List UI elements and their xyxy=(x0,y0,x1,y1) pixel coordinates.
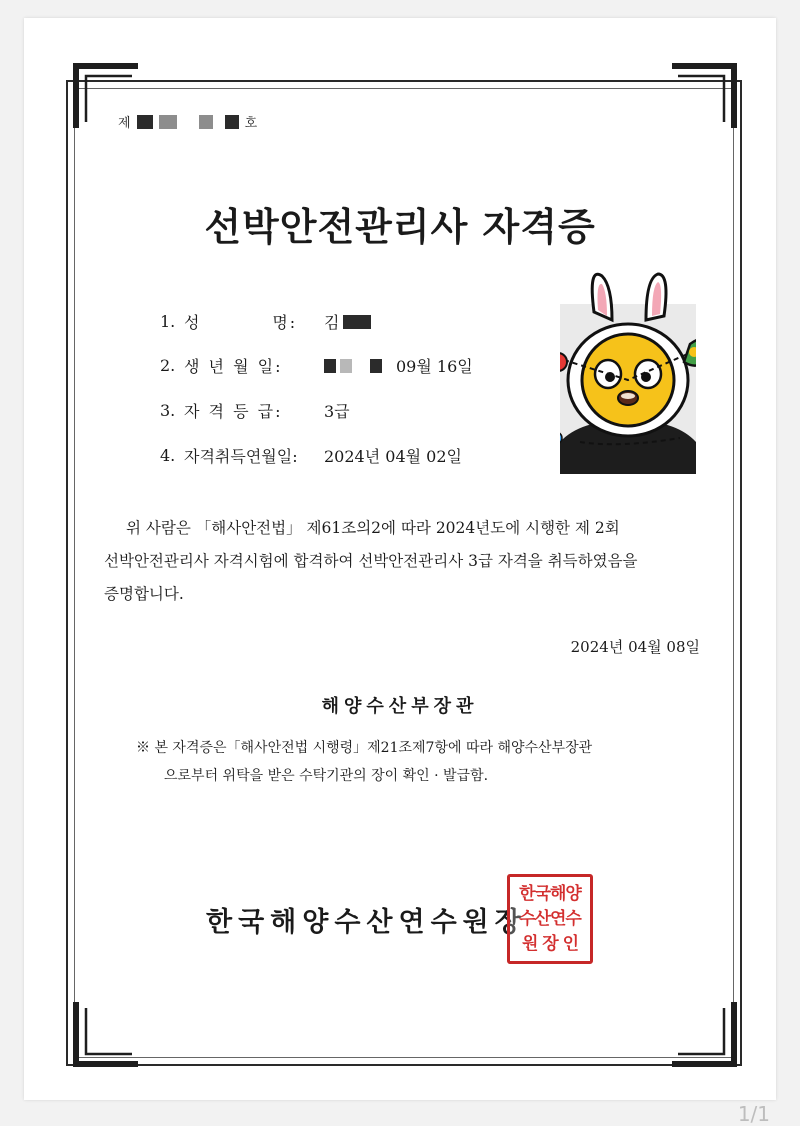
redaction-block xyxy=(137,115,153,129)
note-line: 으로부터 위탁을 받은 수탁기관의 장이 확인 · 발급함. xyxy=(164,768,489,784)
note-line: ※ 본 자격증은「해사안전법 시행령」제21조제7항에 따라 해양수산부장관 xyxy=(136,740,593,756)
official-seal xyxy=(507,874,593,964)
statement-line: 위 사람은 「해사안전법」 제61조의2에 따라 2024년도에 시행한 제 2회 xyxy=(126,519,620,537)
delegation-note xyxy=(136,734,716,790)
redaction-block xyxy=(199,115,213,129)
corner-ornament-bottom-left xyxy=(72,998,142,1068)
redaction-block xyxy=(370,359,382,373)
field-label: 자 격 등 급: xyxy=(184,402,283,421)
page-indicator: 1/1 xyxy=(737,1102,770,1126)
serial-prefix: 제 xyxy=(118,116,131,131)
seal-line: 한국해양 xyxy=(519,883,581,904)
field-value xyxy=(324,310,371,333)
redaction-block xyxy=(340,359,352,373)
field-birthdate xyxy=(160,354,473,377)
field-grade xyxy=(160,399,350,422)
statement-line: 증명합니다. xyxy=(104,585,184,603)
redaction-block xyxy=(225,115,239,129)
field-label: 성 명: xyxy=(184,313,298,332)
serial-number xyxy=(118,112,257,131)
issue-date: 2024년 04월 08일 xyxy=(570,638,700,656)
field-number: 2. xyxy=(160,356,176,375)
id-photo-with-sticker xyxy=(560,270,696,474)
field-number: 1. xyxy=(160,312,176,331)
field-value-text: 김 xyxy=(324,313,340,332)
issuer-name: 한국해양수산연수원장 xyxy=(206,907,527,938)
redaction-block xyxy=(343,315,371,329)
statement-line: 선박안전관리사 자격시험에 합격하여 선박안전관리사 3급 자격을 취득하였음을 xyxy=(104,552,638,570)
minister-title: 해양수산부장관 xyxy=(321,696,479,717)
field-acquisition-date xyxy=(160,444,462,467)
field-value: 3급 xyxy=(324,402,350,421)
seal-line: 원 장 인 xyxy=(521,933,579,954)
field-value: 2024년 04월 02일 xyxy=(324,447,462,466)
field-name xyxy=(160,310,371,333)
field-label: 생 년 월 일: xyxy=(184,357,283,376)
field-label: 자격취득연월일: xyxy=(184,447,298,466)
corner-ornament-bottom-right xyxy=(668,998,738,1068)
corner-ornament-top-right xyxy=(668,62,738,132)
seal-line: 수산연수 xyxy=(519,908,581,929)
field-value-text: 09월 16일 xyxy=(396,357,473,376)
field-number: 3. xyxy=(160,401,176,420)
field-value xyxy=(324,354,473,377)
redaction-block xyxy=(324,359,336,373)
field-number: 4. xyxy=(160,446,176,465)
redaction-block xyxy=(159,115,177,129)
serial-suffix: 호 xyxy=(244,116,258,131)
certification-statement xyxy=(104,512,704,611)
certificate-title: 선박안전관리사 자격증 xyxy=(204,204,596,249)
